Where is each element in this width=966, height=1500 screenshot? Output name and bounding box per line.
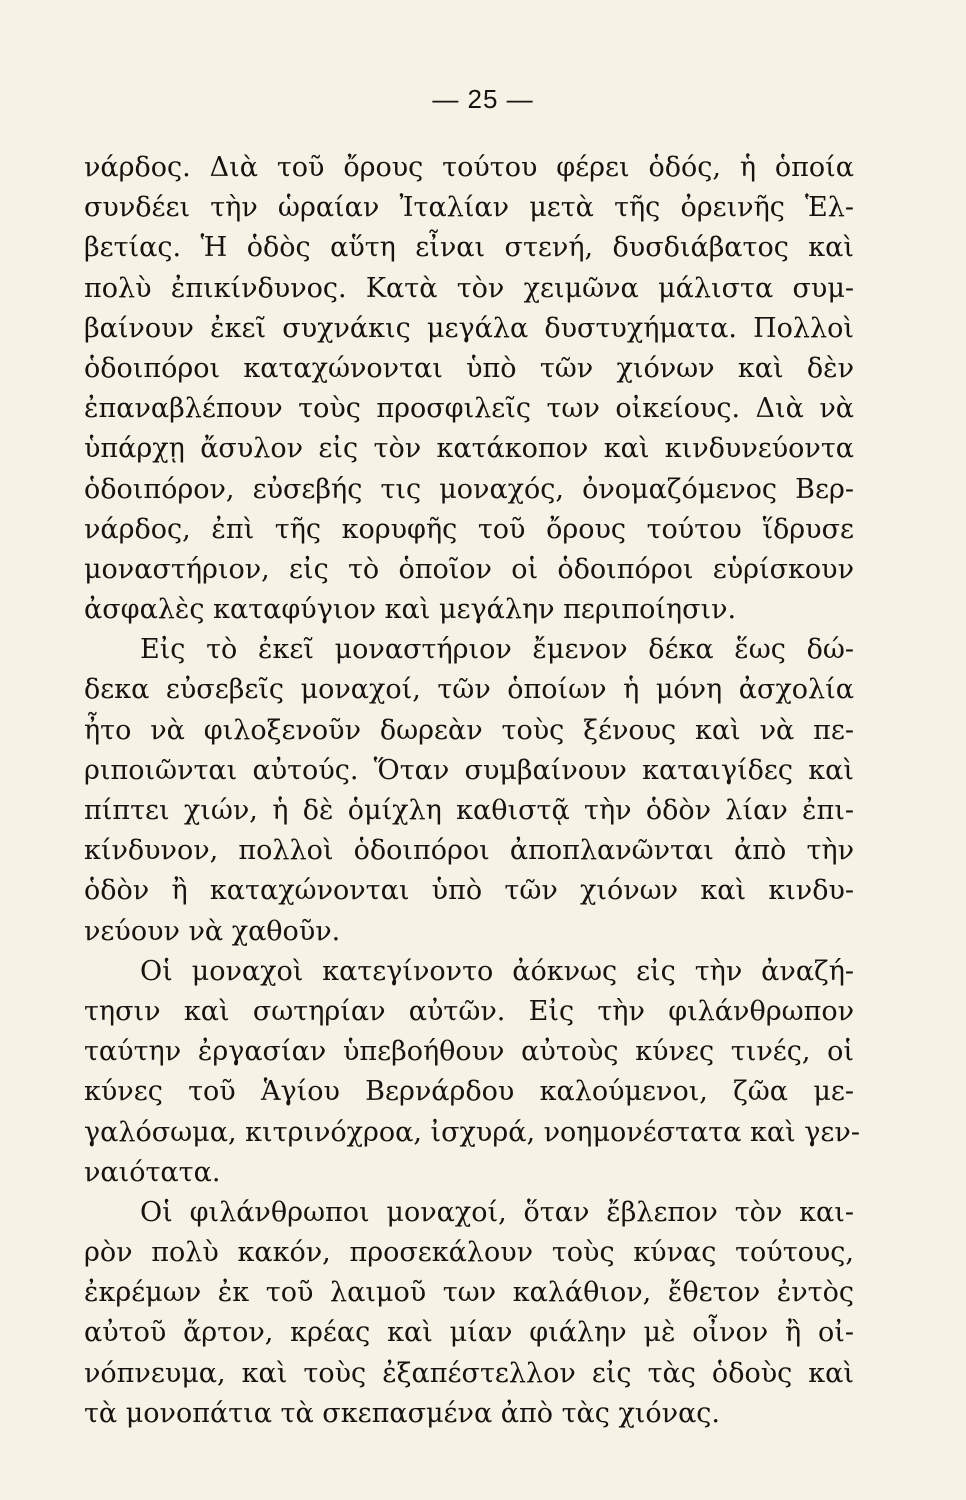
text-line: συνδέει τὴν ὡραίαν Ἰταλίαν μετὰ τῆς ὀρεινῆς Ἑλ-: [84, 192, 854, 224]
paragraph-start-line: Εἰς τὸ ἐκεῖ μοναστήριον ἔμενον δέκα ἕως δώ-: [140, 634, 854, 666]
text-line: ὑπάρχῃ ἄσυλον εἰς τὸν κατάκοπον καὶ κινδυνεύοντα: [84, 433, 854, 465]
text-line: πίπτει χιών, ἡ δὲ ὁμίχλη καθιστᾷ τὴν ὁδὸν λίαν ἐπι-: [84, 795, 854, 826]
text-line: ριποιῶνται αὐτούς. Ὅταν συμβαίνουν καταιγίδες καὶ: [84, 754, 854, 786]
text-line: βετίας. Ἡ ὁδὸς αὕτη εἶναι στενή, δυσδιάβατος καὶ: [84, 232, 854, 264]
body-text: [84, 148, 860, 1434]
text-line: γαλόσωμα, κιτρινόχροα, ἰσχυρά, νοημονέστατα καὶ γεν-: [84, 1116, 860, 1148]
text-line: ἐκρέμων ἐκ τοῦ λαιμοῦ των καλάθιον, ἔθετον ἐντὸς: [84, 1277, 854, 1309]
text-line: ἦτο νὰ φιλοξενοῦν δωρεὰν τοὺς ξένους καὶ νὰ πε-: [84, 714, 854, 746]
text-line: ναιότατα.: [84, 1156, 221, 1188]
text-line: τὰ μονοπάτια τὰ σκεπασμένα ἀπὸ τὰς χιόνας.: [84, 1397, 721, 1429]
paragraph-start-line: Οἱ μοναχοὶ κατεγίνοντο ἀόκνως εἰς τὴν ἀναζή-: [140, 955, 854, 987]
paragraph-start-line: Οἱ φιλάνθρωποι μοναχοί, ὅταν ἔβλεπον τὸν και-: [140, 1196, 854, 1228]
text-line: βαίνουν ἐκεῖ συχνάκις μεγάλα δυστυχήματα. Πολλοὶ: [84, 312, 854, 344]
text-line: νάρδος. Διὰ τοῦ ὄρους τούτου φέρει ὁδός, ἡ ὁποία: [84, 152, 854, 183]
text-line: αὐτοῦ ἄρτον, κρέας καὶ μίαν φιάλην μὲ οἶνον ἢ οἰ-: [84, 1317, 854, 1349]
text-line: δεκα εὐσεβεῖς μοναχοί, τῶν ὁποίων ἡ μόνη ἀσχολία: [84, 674, 854, 706]
text-line: κύνες τοῦ Ἁγίου Βερνάρδου καλούμενοι, ζῶα με-: [84, 1076, 854, 1108]
text-line: νεύουν νὰ χαθοῦν.: [84, 915, 341, 947]
text-line: ἀσφαλὲς καταφύγιον καὶ μεγάλην περιποίησιν.: [84, 594, 737, 626]
text-line: νάρδος, ἐπὶ τῆς κορυφῆς τοῦ ὄρους τούτου ἵδρυσε: [84, 513, 854, 545]
text-line: ρὸν πολὺ κακόν, προσεκάλουν τοὺς κύνας τούτους,: [84, 1237, 854, 1269]
page-number: — 25 —: [432, 84, 534, 114]
text-line: κίνδυνον, πολλοὶ ὁδοιπόροι ἀποπλανῶνται ἀπὸ τὴν: [84, 835, 854, 867]
text-line: ἐπαναβλέπουν τοὺς προσφιλεῖς των οἰκείους. Διὰ νὰ: [84, 393, 854, 425]
text-line: ταύτην ἐργασίαν ὑπεβοήθουν αὐτοὺς κύνες τινές, οἱ: [84, 1036, 854, 1068]
text-line: ὁδὸν ἢ καταχώνονται ὑπὸ τῶν χιόνων καὶ κινδυ-: [84, 875, 854, 907]
text-line: μοναστήριον, εἰς τὸ ὁποῖον οἱ ὁδοιπόροι εὑρίσκουν: [84, 553, 854, 585]
text-line: νόπνευμα, καὶ τοὺς ἐξαπέστελλον εἰς τὰς ὁδοὺς καὶ: [84, 1357, 854, 1389]
text-line: ὁδοιπόροι καταχώνονται ὑπὸ τῶν χιόνων καὶ δὲν: [84, 352, 854, 384]
text-line: ὁδοιπόρον, εὐσεβής τις μοναχός, ὀνομαζόμενος Βερ-: [84, 473, 854, 505]
text-line: τησιν καὶ σωτηρίαν αὐτῶν. Εἰς τὴν φιλάνθρωπον: [84, 995, 854, 1027]
text-line: πολὺ ἐπικίνδυνος. Κατὰ τὸν χειμῶνα μάλιστα συμ-: [84, 272, 854, 304]
